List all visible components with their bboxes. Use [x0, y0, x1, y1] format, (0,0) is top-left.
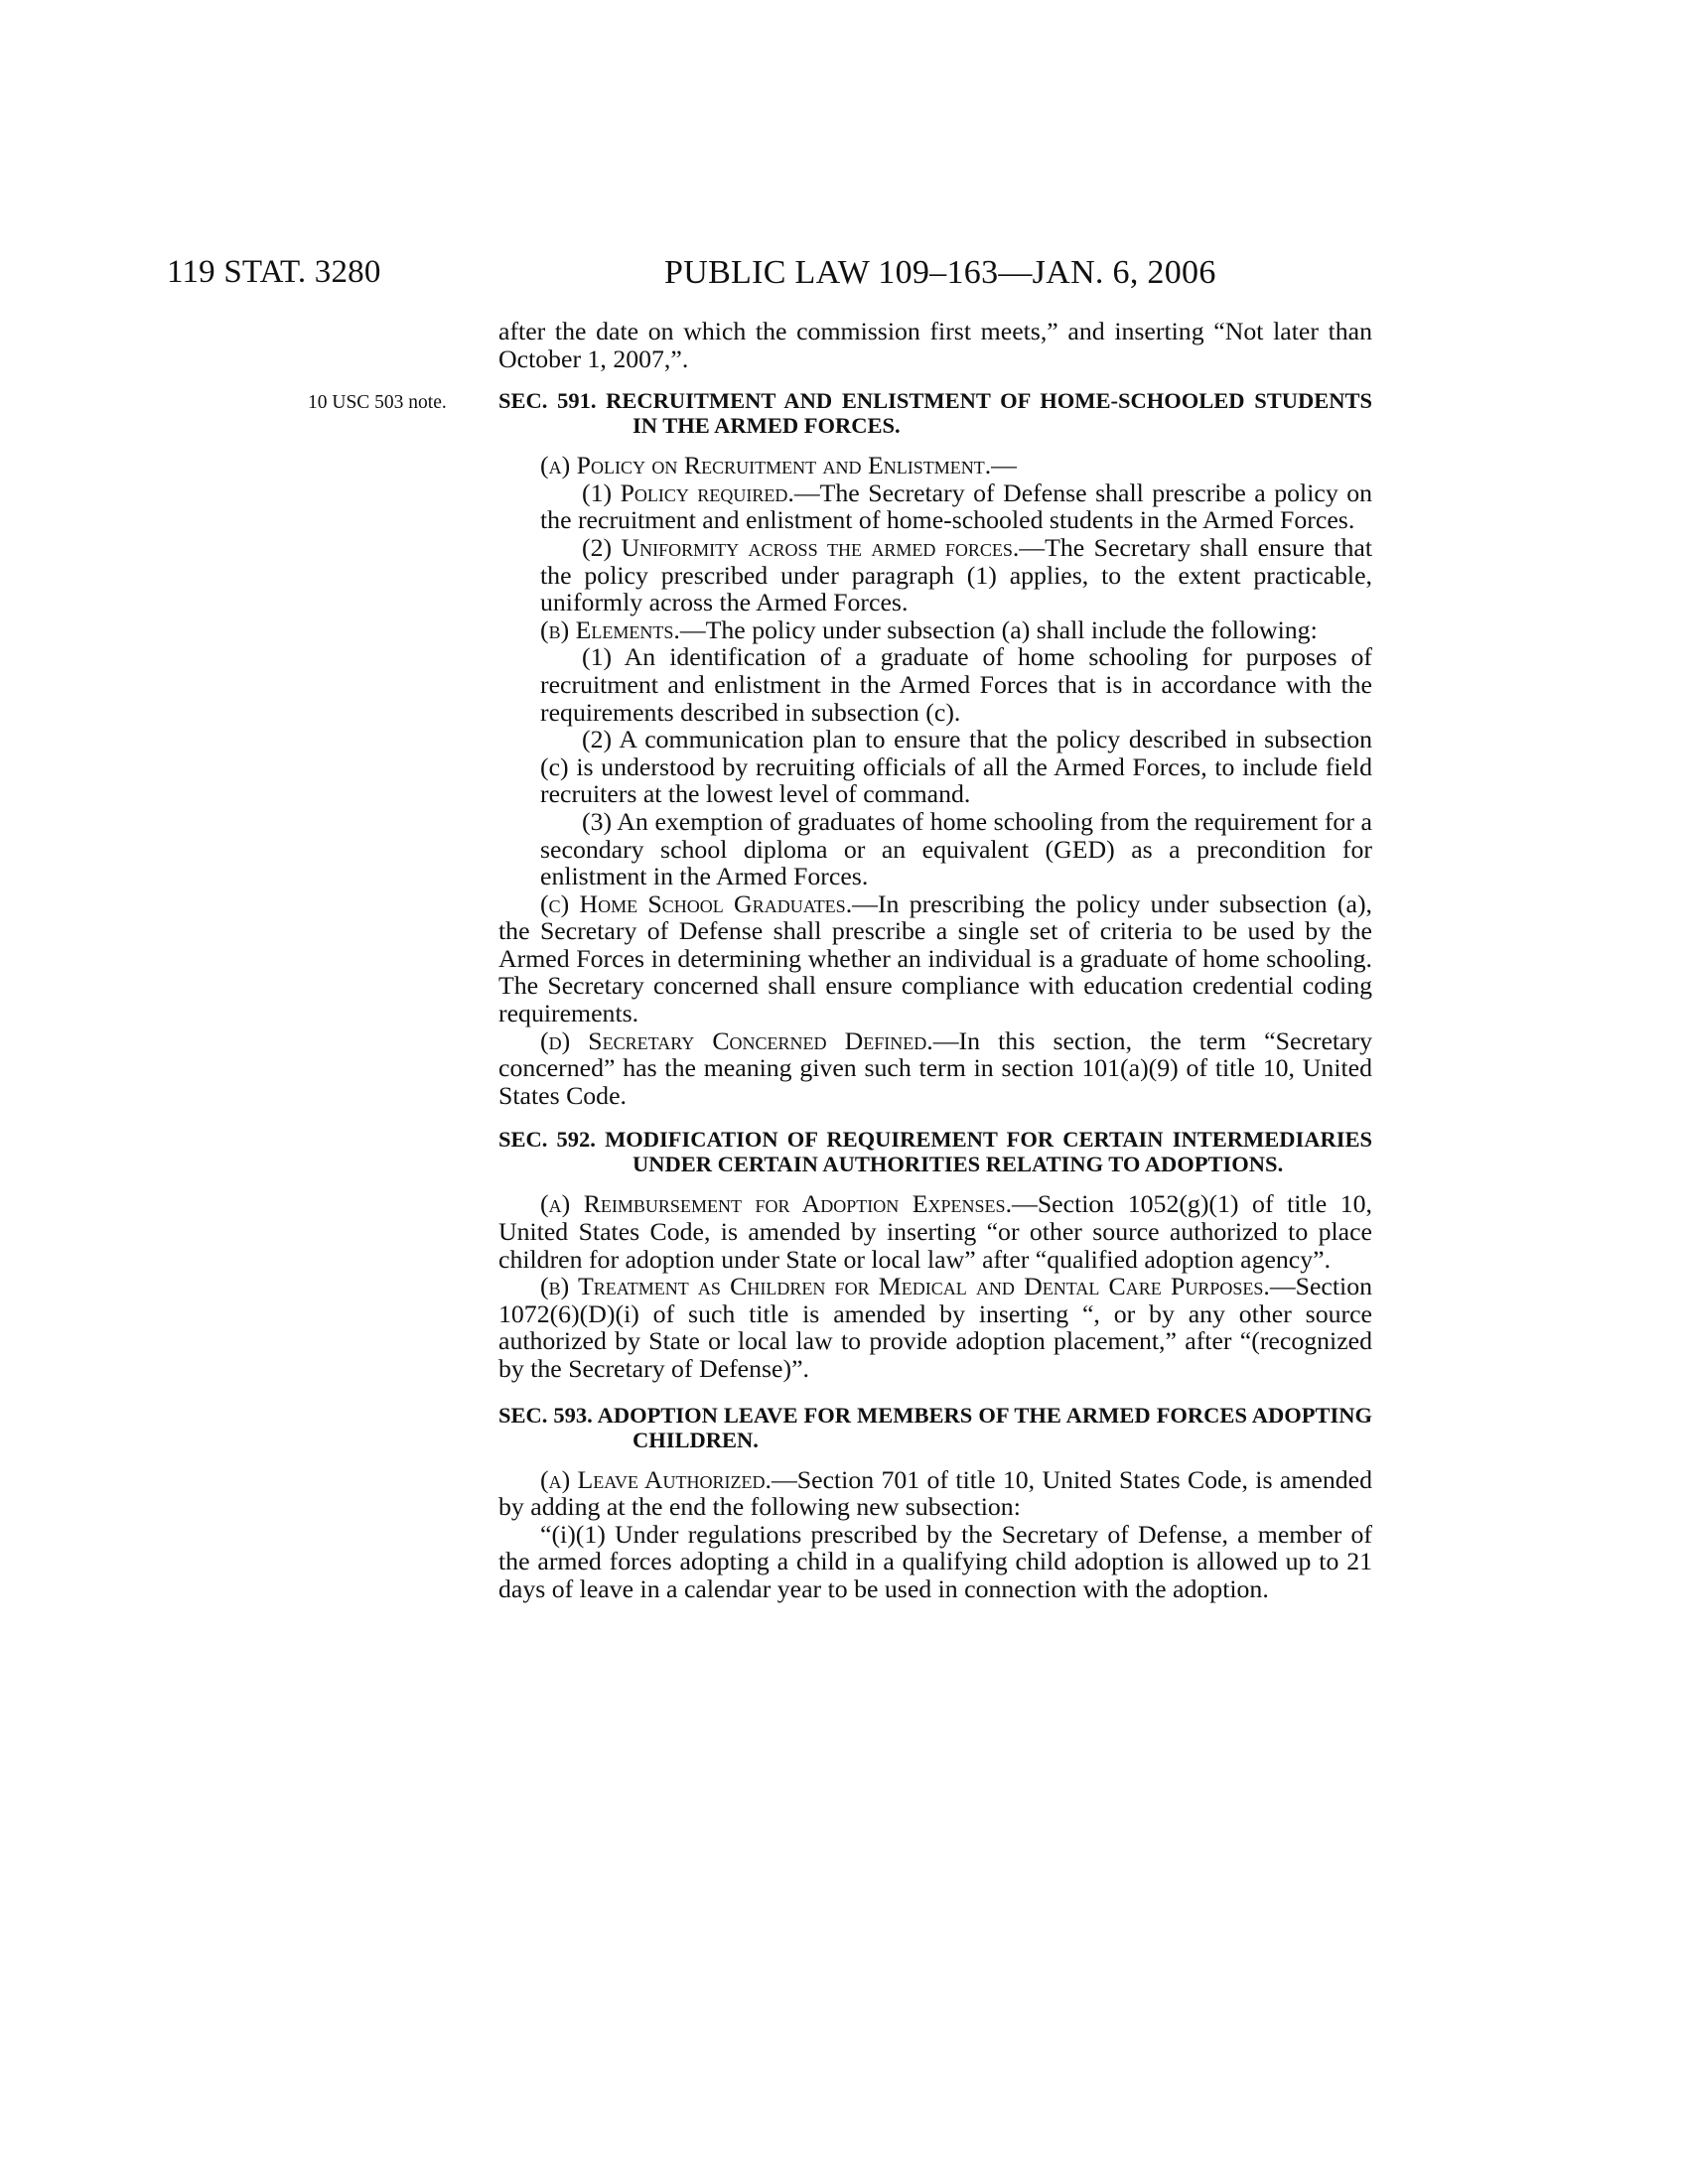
subsection-591-d [498, 1027, 1372, 1110]
subsection-591-b [498, 616, 1372, 644]
paragraph-591-b-2: (2) A communication plan to ensure that the policy described in subsection (c) is understood by recruiting officials of all the Armed Forces, to include field recruiters at the lowest level of command. [540, 725, 1372, 809]
subsection-591-d-heading: (d) Secretary Concerned Defined. [540, 1025, 933, 1055]
subsection-592-a-heading: (a) Reimbursement for Adoption Expenses. [540, 1189, 1013, 1219]
subsection-591-a [498, 452, 1372, 479]
section-593-title: SEC. 593. ADOPTION LEAVE FOR MEMBERS OF THE ARMED FORCES ADOPTING CHILDREN. [498, 1402, 1372, 1452]
subsection-593-a [498, 1466, 1372, 1521]
margin-note-usc: 10 USC 503 note. [308, 392, 447, 414]
subsection-592-a [498, 1190, 1372, 1273]
statute-page-reference: 119 STAT. 3280 [167, 254, 381, 290]
subsection-591-c-text: —In prescribing the policy under subsection (a), the Secretary of Defense shall prescribe a single set of criteria to be used by the Armed Forces in determining whether an individual is a graduate of home schooling. The Secretary concerned shall ensure compliance with education credential coding requirements. [498, 888, 1372, 1028]
section-592-title: SEC. 592. MODIFICATION OF REQUIREMENT FOR CERTAIN INTERMEDIARIES UNDER CERTAIN AUTHORITIES RELATING TO ADOPTIONS. [498, 1127, 1372, 1177]
paragraph-591-b-1: (1) An identification of a graduate of home schooling for purposes of recruitment and enlistment in the Armed Forces that is in accordance with the requirements described in subsection (c). [540, 642, 1372, 727]
paragraph-591-a-1 [540, 479, 1372, 534]
subsection-591-d-text: —In this section, the term “Secretary concerned” has the meaning given such term in section 101(a)(9) of title 10, United States Code. [498, 1025, 1372, 1110]
subsection-593-a-text: —Section 701 of title 10, United States Code, is amended by adding at the end the following new subsection: [498, 1464, 1372, 1522]
subsection-591-c-heading: (c) Home School Graduates. [540, 888, 853, 918]
subsection-591-b-text: —The policy under subsection (a) shall include the following: [679, 614, 1318, 644]
main-text-column [308, 317, 1372, 1603]
section-591-title: SEC. 591. RECRUITMENT AND ENLISTMENT OF HOME-SCHOOLED STUDENTS IN THE ARMED FORCES. [498, 388, 1372, 439]
subsection-592-a-text: —Section 1052(g)(1) of title 10, United States Code, is amended by inserting “or other source authorized to place children for adoption under State or local law” after “qualified adoption agency”. [498, 1189, 1372, 1274]
paragraph-591-a-2 [540, 534, 1372, 616]
subsection-591-b-heading: (b) Elements. [540, 614, 680, 644]
subsection-592-b [498, 1273, 1372, 1382]
paragraph-591-a-2-heading: (2) Uniformity across the armed forces. [582, 532, 1020, 562]
subsection-591-a-heading: (a) Policy on Recruitment and Enlistment.— [540, 451, 1017, 480]
subsection-592-b-heading: (b) Treatment as Children for Medical and Dental Care Purposes. [540, 1272, 1270, 1301]
subsection-591-c [498, 890, 1372, 1027]
paragraph-591-b-3: (3) An exemption of graduates of home schooling from the requirement for a secondary school diploma or an equivalent (GED) as a precondition for enlistment in the Armed Forces. [540, 806, 1372, 891]
paragraph-591-a-2-text: —The Secretary shall ensure that the policy prescribed under paragraph (1) applies, to the extent practicable, uniformly across the Armed Forces. [540, 532, 1372, 617]
section-592-heading [498, 1127, 1372, 1176]
paragraph-591-a-1-text: —The Secretary of Defense shall prescribe a policy on the recruitment and enlistment of home-schooled students in the Armed Forces. [540, 478, 1372, 535]
continued-paragraph: after the date on which the commission first meets,” and inserting “Not later than October 1, 2007,”. [498, 317, 1372, 373]
section-593-heading [498, 1403, 1372, 1452]
section-591-heading [308, 388, 1372, 439]
subsection-592-b-text: —Section 1072(6)(D)(i) of such title is amended by inserting “, or by any other source authorized by State or local law to provide adoption placement,” after “(recognized by the Secretary of Defense)”. [498, 1272, 1372, 1383]
quoted-subsection-i-1: “(i)(1) Under regulations prescribed by the Secretary of Defense, a member of the armed forces adopting a child in a qualifying child adoption is allowed up to 21 days of leave in a calendar year to be used in connection with the adoption. [498, 1519, 1372, 1603]
running-header-title: PUBLIC LAW 109–163—JAN. 6, 2006 [664, 254, 1216, 291]
paragraph-591-a-1-heading: (1) Policy required. [582, 478, 794, 507]
subsection-593-a-heading: (a) Leave Authorized. [540, 1464, 772, 1494]
